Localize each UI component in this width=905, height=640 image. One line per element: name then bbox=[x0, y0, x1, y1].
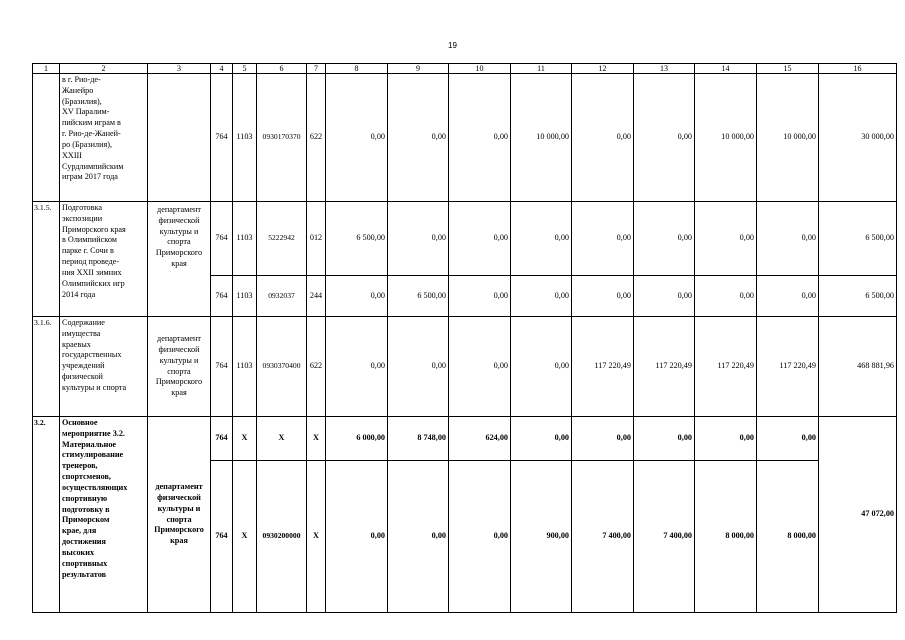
row-index: 3.2. bbox=[33, 417, 60, 613]
col-header: 5 bbox=[233, 64, 257, 74]
cell-c5: X bbox=[233, 461, 257, 613]
table-row bbox=[33, 317, 897, 417]
cell-c10: 0,00 bbox=[449, 461, 511, 613]
cell-c10: 624,00 bbox=[449, 417, 511, 461]
cell-c10: 0,00 bbox=[449, 74, 511, 202]
cell-c11: 0,00 bbox=[511, 317, 572, 417]
cell-c12: 7 400,00 bbox=[572, 461, 634, 613]
cell-c4: 764 bbox=[211, 461, 233, 613]
cell-c9: 0,00 bbox=[388, 202, 449, 276]
cell-c11: 10 000,00 bbox=[511, 74, 572, 202]
cell-c6: 5222942 bbox=[257, 202, 307, 276]
cell-c13: 0,00 bbox=[634, 276, 695, 317]
cell-c4: 764 bbox=[211, 276, 233, 317]
cell-c15: 0,00 bbox=[757, 202, 819, 276]
cell-c9: 0,00 bbox=[388, 317, 449, 417]
cell-c8: 0,00 bbox=[326, 74, 388, 202]
cell-c11: 0,00 bbox=[511, 417, 572, 461]
cell-c15: 10 000,00 bbox=[757, 74, 819, 202]
cell-c13: 0,00 bbox=[634, 202, 695, 276]
cell-c12: 0,00 bbox=[572, 417, 634, 461]
cell-c6: 0932037 bbox=[257, 276, 307, 317]
cell-c5: 1103 bbox=[233, 276, 257, 317]
row-description: Содержание имущества краевых государственных учреждений физической культуры и спорта bbox=[60, 317, 148, 417]
cell-c8: 6 000,00 bbox=[326, 417, 388, 461]
cell-c7: 622 bbox=[307, 317, 326, 417]
cell-c6: 0930170370 bbox=[257, 74, 307, 202]
cell-c14: 0,00 bbox=[695, 417, 757, 461]
cell-c16: 6 500,00 bbox=[819, 276, 897, 317]
cell-c15: 117 220,49 bbox=[757, 317, 819, 417]
cell-c10: 0,00 bbox=[449, 202, 511, 276]
table-row bbox=[33, 417, 897, 461]
cell-c4: 764 bbox=[211, 417, 233, 461]
col-header: 14 bbox=[695, 64, 757, 74]
col-header: 4 bbox=[211, 64, 233, 74]
cell-c10: 0,00 bbox=[449, 317, 511, 417]
header-row bbox=[33, 64, 897, 74]
cell-c14: 117 220,49 bbox=[695, 317, 757, 417]
cell-c4: 764 bbox=[211, 74, 233, 202]
cell-c10: 0,00 bbox=[449, 276, 511, 317]
cell-c6: X bbox=[257, 417, 307, 461]
cell-c14: 8 000,00 bbox=[695, 461, 757, 613]
budget-table bbox=[32, 63, 897, 613]
cell-c4: 764 bbox=[211, 202, 233, 276]
row-department: департамент физической культуры и спорта Приморского края bbox=[148, 417, 211, 613]
cell-c15: 0,00 bbox=[757, 417, 819, 461]
cell-c5: 1103 bbox=[233, 317, 257, 417]
row-description: Подготовка экспозиции Приморского края в Олимпийском парке г. Сочи в период проведе- ния XXII зимних Олимпийских игр 2014 года bbox=[60, 202, 148, 317]
cell-c14: 0,00 bbox=[695, 276, 757, 317]
cell-c12: 117 220,49 bbox=[572, 317, 634, 417]
col-header: 10 bbox=[449, 64, 511, 74]
row-department: департамент физической культуры и спорта Приморского края bbox=[148, 202, 211, 317]
cell-c7: X bbox=[307, 417, 326, 461]
col-header: 8 bbox=[326, 64, 388, 74]
cell-c16: 6 500,00 bbox=[819, 202, 897, 276]
cell-c12: 0,00 bbox=[572, 276, 634, 317]
row-index bbox=[33, 74, 60, 202]
table-row bbox=[33, 74, 897, 202]
cell-c16: 47 072,00 bbox=[819, 417, 897, 613]
cell-c6: 0930200000 bbox=[257, 461, 307, 613]
cell-c12: 0,00 bbox=[572, 202, 634, 276]
col-header: 3 bbox=[148, 64, 211, 74]
col-header: 16 bbox=[819, 64, 897, 74]
cell-c9: 8 748,00 bbox=[388, 417, 449, 461]
col-header: 15 bbox=[757, 64, 819, 74]
row-index: 3.1.5. bbox=[33, 202, 60, 317]
cell-c5: 1103 bbox=[233, 74, 257, 202]
cell-c9: 6 500,00 bbox=[388, 276, 449, 317]
cell-c15: 0,00 bbox=[757, 276, 819, 317]
cell-c16: 30 000,00 bbox=[819, 74, 897, 202]
cell-c13: 0,00 bbox=[634, 74, 695, 202]
col-header: 13 bbox=[634, 64, 695, 74]
cell-c8: 0,00 bbox=[326, 317, 388, 417]
col-header: 1 bbox=[33, 64, 60, 74]
cell-c8: 0,00 bbox=[326, 276, 388, 317]
cell-c9: 0,00 bbox=[388, 74, 449, 202]
cell-c13: 117 220,49 bbox=[634, 317, 695, 417]
cell-c12: 0,00 bbox=[572, 74, 634, 202]
col-header: 6 bbox=[257, 64, 307, 74]
cell-c14: 10 000,00 bbox=[695, 74, 757, 202]
col-header: 11 bbox=[511, 64, 572, 74]
cell-c9: 0,00 bbox=[388, 461, 449, 613]
cell-c11: 0,00 bbox=[511, 276, 572, 317]
col-header: 2 bbox=[60, 64, 148, 74]
table-row bbox=[33, 202, 897, 276]
col-header: 9 bbox=[388, 64, 449, 74]
cell-c15: 8 000,00 bbox=[757, 461, 819, 613]
col-header: 12 bbox=[572, 64, 634, 74]
cell-c11: 900,00 bbox=[511, 461, 572, 613]
cell-c14: 0,00 bbox=[695, 202, 757, 276]
cell-c5: 1103 bbox=[233, 202, 257, 276]
cell-c7: X bbox=[307, 461, 326, 613]
cell-c8: 0,00 bbox=[326, 461, 388, 613]
cell-c13: 7 400,00 bbox=[634, 461, 695, 613]
row-department: департамент физической культуры и спорта Приморского края bbox=[148, 317, 211, 417]
cell-c5: X bbox=[233, 417, 257, 461]
page-number: 19 bbox=[448, 41, 457, 50]
row-description: в г. Рио-де- Жанейро (Бразилия), XV Паралим- пийским играм в г. Рио-де-Жаней- ро (Бразилия), XXIII Сурдлимпийским играм 2017 года bbox=[60, 74, 148, 202]
cell-c8: 6 500,00 bbox=[326, 202, 388, 276]
col-header: 7 bbox=[307, 64, 326, 74]
row-description: Основное мероприятие 3.2. Материальное стимулирование тренеров, спортсменов, осуществляющих спортивную подготовку в Приморском крае, для достижения высоких спортивных результатов bbox=[60, 417, 148, 613]
cell-c13: 0,00 bbox=[634, 417, 695, 461]
cell-c11: 0,00 bbox=[511, 202, 572, 276]
row-index: 3.1.6. bbox=[33, 317, 60, 417]
cell-c7: 622 bbox=[307, 74, 326, 202]
cell-c4: 764 bbox=[211, 317, 233, 417]
cell-c6: 0930370400 bbox=[257, 317, 307, 417]
cell-c7: 012 bbox=[307, 202, 326, 276]
cell-c16: 468 881,96 bbox=[819, 317, 897, 417]
cell-c7: 244 bbox=[307, 276, 326, 317]
row-department bbox=[148, 74, 211, 202]
